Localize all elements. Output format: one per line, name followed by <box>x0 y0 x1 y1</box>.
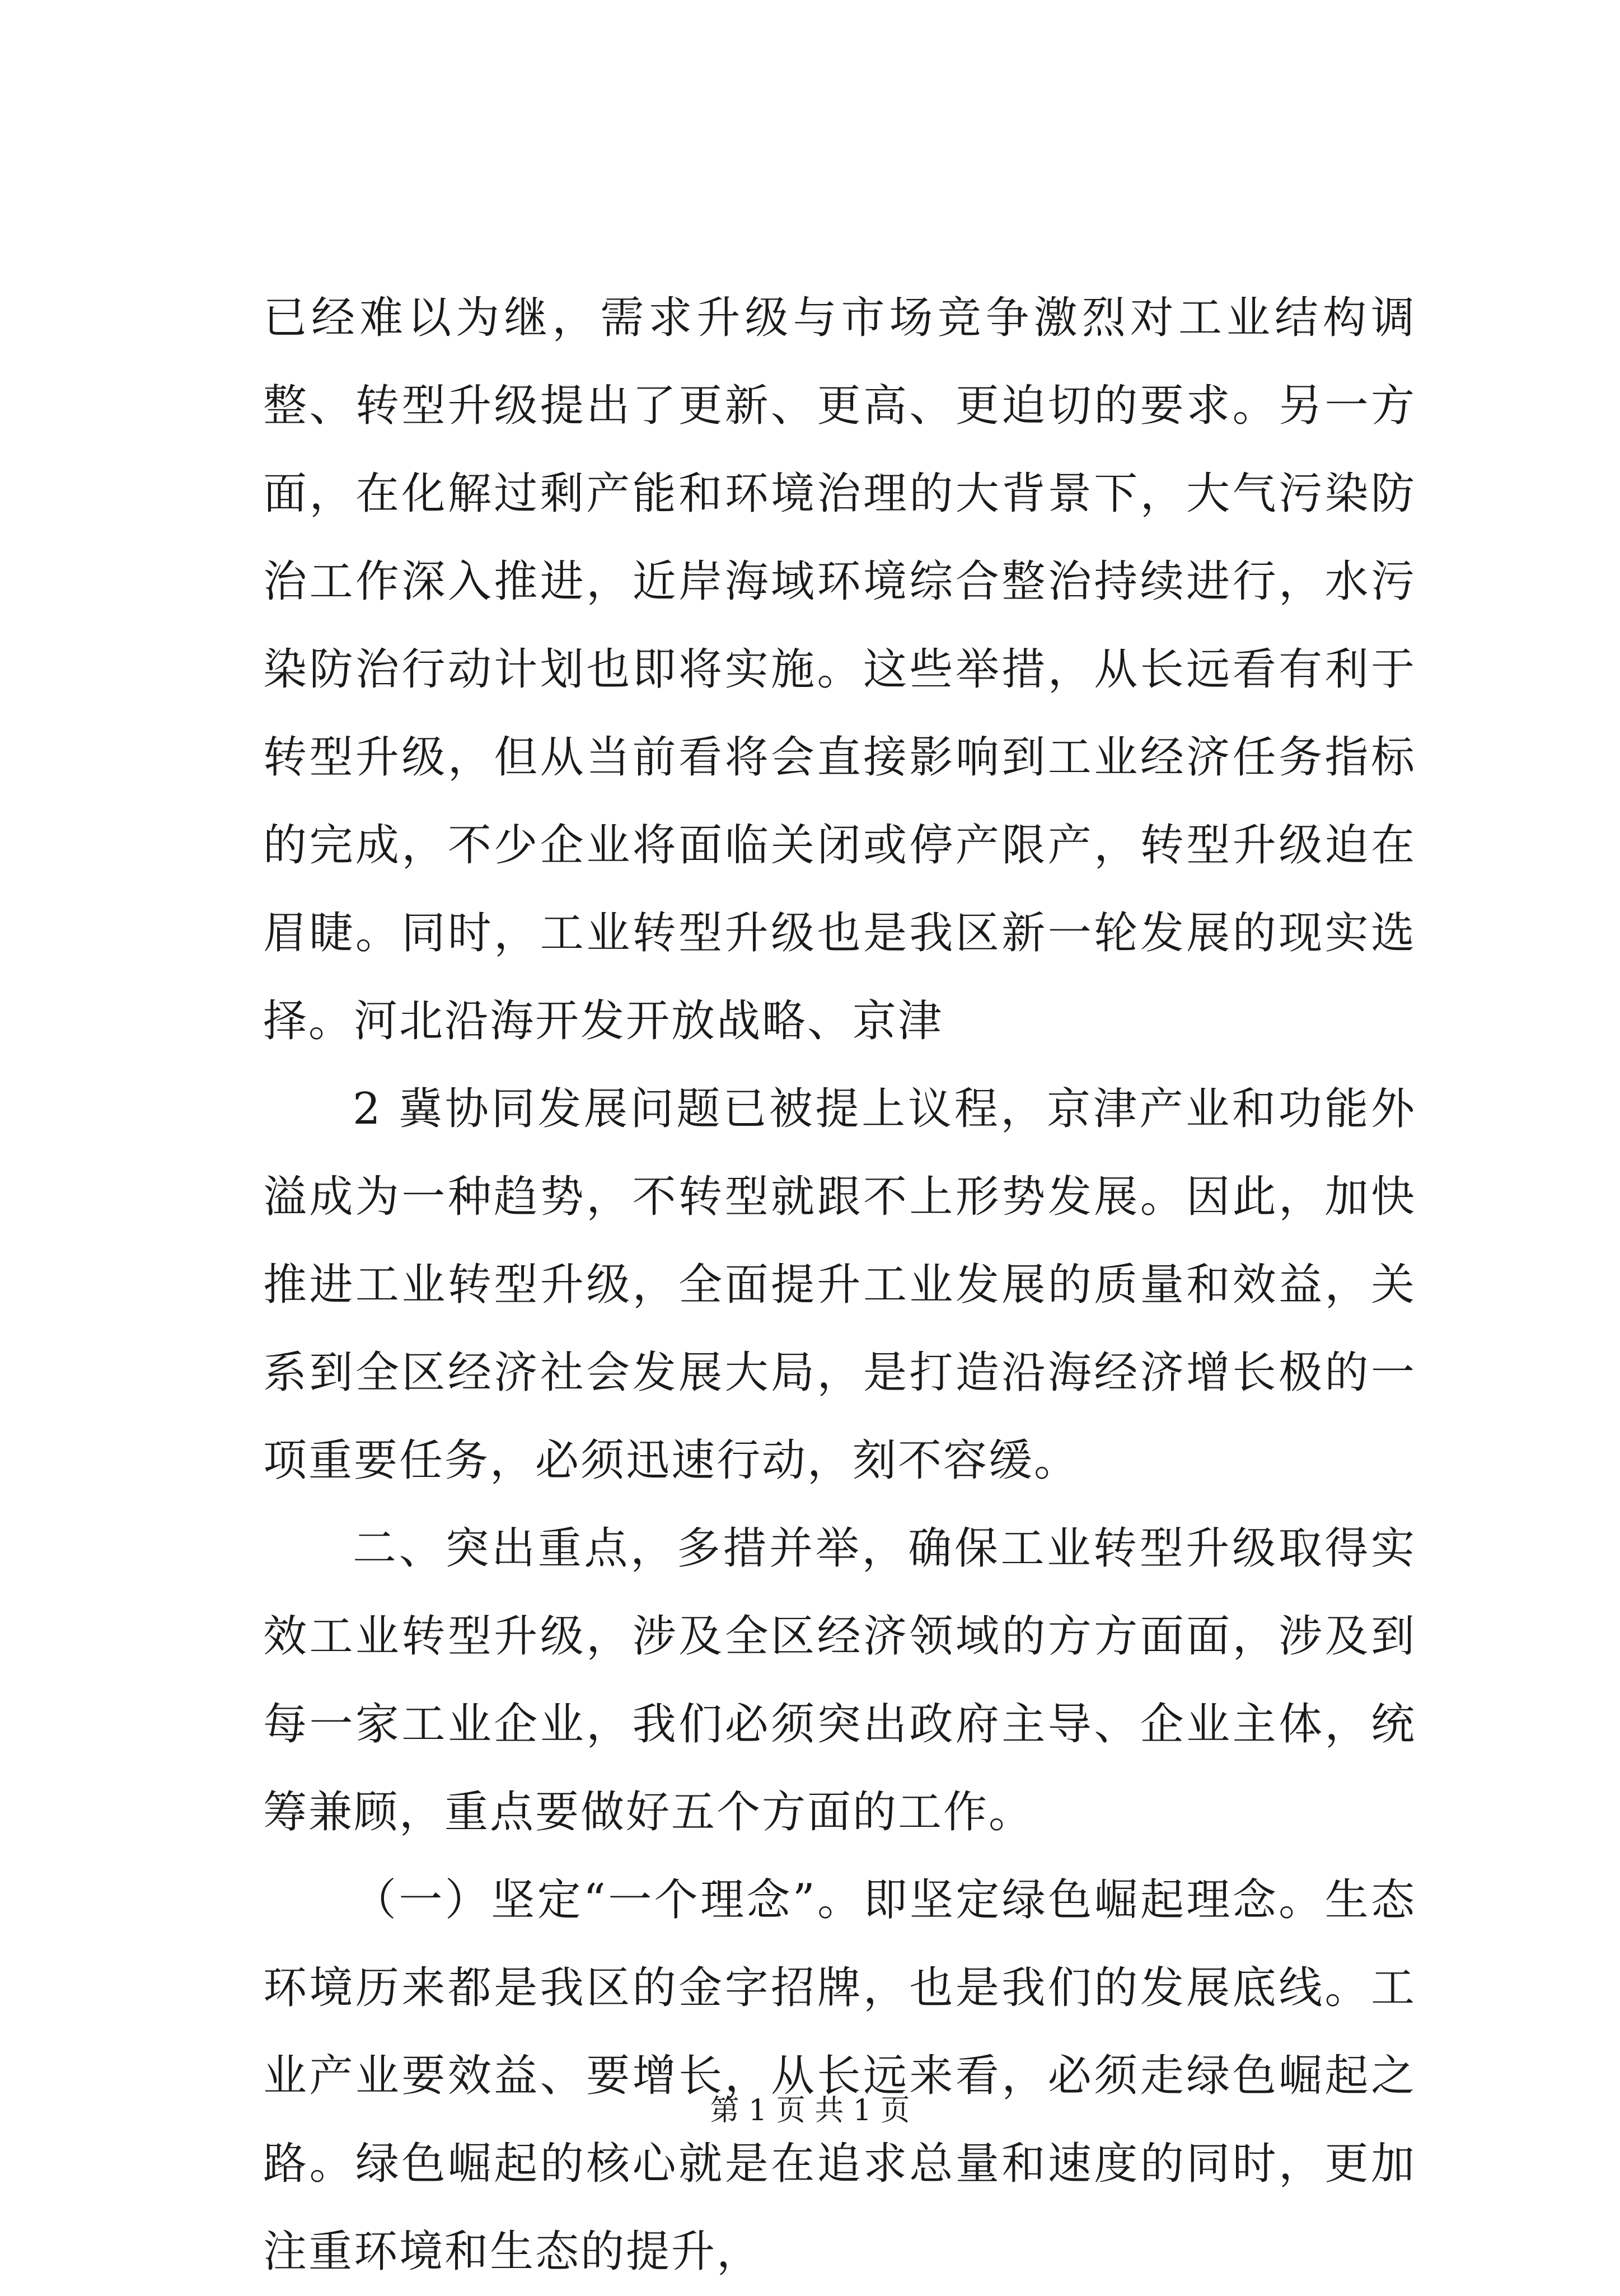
paragraph-continued: 已经难以为继，需求升级与市场竞争激烈对工业结构调整、转型升级提出了更新、更高、更迫切的要求。另一方面，在化解过剩产能和环境治理的大背景下，大气污染防治工作深入推进，近岸海域环境综合整治持续进行，水污染防治行动计划也即将实施。这些举措，从长远看有利于转型升级，但从当前看将会直接影响到工业经济任务指标的完成，不少企业将面临关闭或停产限产，转型升级迫在眉睫。同时，工业转型升级也是我区新一轮发展的现实选择。河北沿海开发开放战略、京津 <box>263 293 1416 1046</box>
paragraph-section-two: 二、突出重点，多措并举，确保工业转型升级取得实效工业转型升级，涉及全区经济领域的方方面面，涉及到每一家工业企业，我们必须突出政府主导、企业主体，统筹兼顾，重点要做好五个方面的工作。 <box>263 1523 1416 1837</box>
document-body <box>263 274 1416 2296</box>
page-number-footer: 第 1 页 共 1 页 <box>710 2094 910 2127</box>
paragraph-coordination: 2 冀协同发展问题已被提上议程，京津产业和功能外溢成为一种趋势，不转型就跟不上形势发展。因此，加快推进工业转型升级，全面提升工业发展的质量和效益，关系到全区经济社会发展大局，是打造沿海经济增长极的一项重要任务，必须迅速行动，刻不容缓。 <box>263 1084 1416 1486</box>
paragraph-green-concept: （一）坚定“一个理念”。即坚定绿色崛起理念。生态环境历来都是我区的金字招牌，也是我们的发展底线。工业产业要效益、要增长，从长远来看，必须走绿色崛起之路。绿色崛起的核心就是在追求总量和速度的同时，更加注重环境和生态的提升， <box>263 1875 1416 2277</box>
